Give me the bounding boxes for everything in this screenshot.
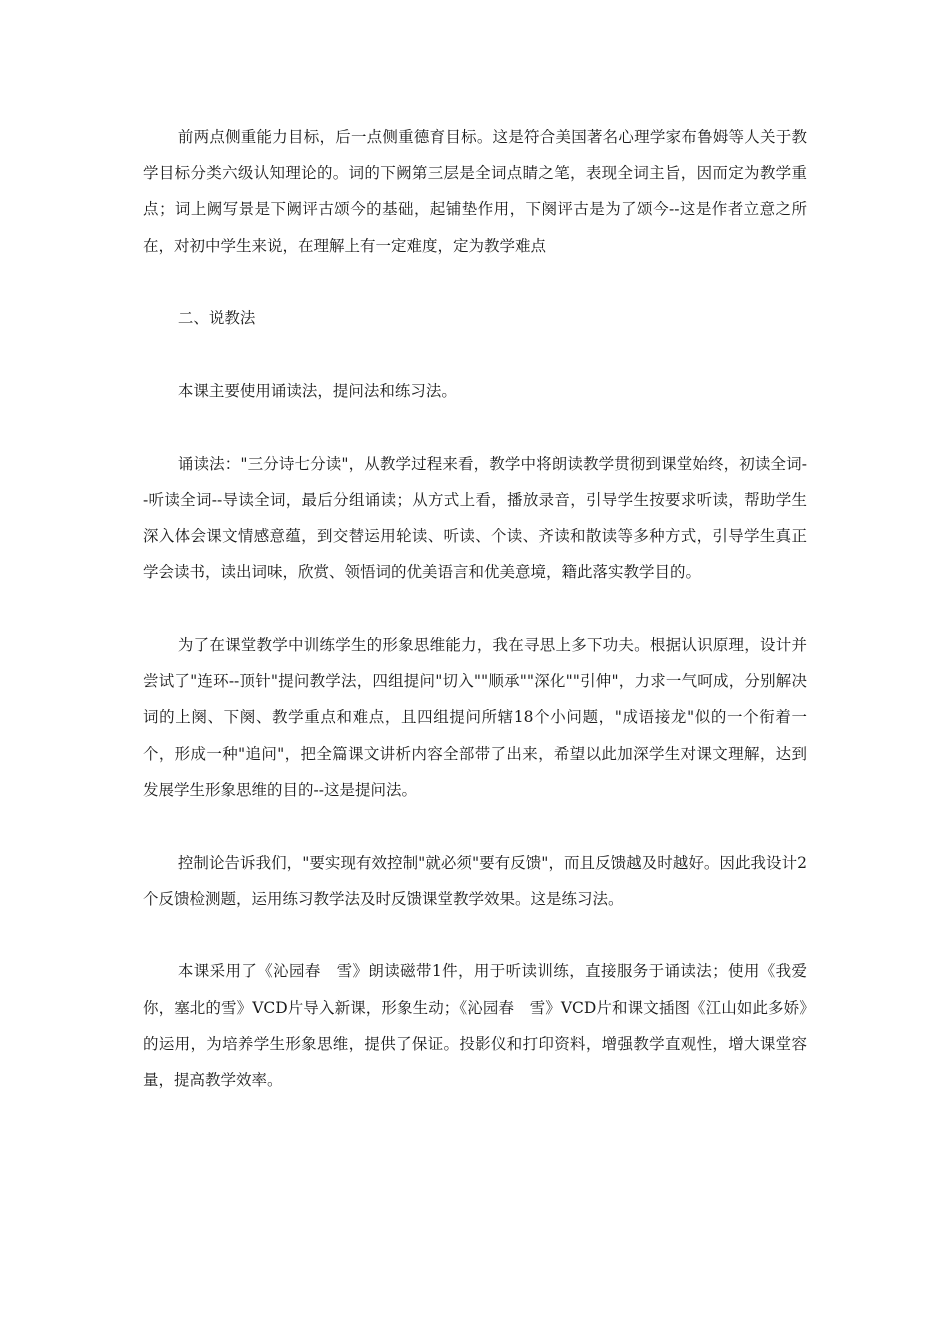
paragraph-recitation-method: 诵读法："三分诗七分读"，从教学过程来看，教学中将朗读教学贯彻到课堂始终，初读全词--听读全词--导读全词，最后分组诵读；从方式上看，播放录音，引导学生按要求听读，帮助学生深入体会课文情感意蕴，到交替运用轮读、听读、个读、齐读和散读等多种方式，引导学生真正学会读书，读出词味，欣赏、领悟词的优美语言和优美意境，籍此落实教学目的。 — [143, 454, 807, 582]
document-body — [143, 119, 807, 1135]
paragraph-questioning-method: 为了在课堂教学中训练学生的形象思维能力，我在寻思上多下功夫。根据认识原理，设计并尝试了"连环--顶针"提问教学法，四组提问"切入""顺承""深化""引伸"，力求一气呵成，分别解决词的上阕、下阕、教学重点和难点，且四组提问所辖18个小问题，"成语接龙"似的一个衔着一个，形成一种"追问"，把全篇课文讲析内容全部带了出来，希望以此加深学生对课文理解，达到发展学生形象思维的目的--这是提问法。 — [143, 636, 807, 799]
paragraph-teaching-aids: 本课采用了《沁园春 雪》朗读磁带1件，用于听读训练，直接服务于诵读法；使用《我爱你，塞北的雪》VCD片导入新课，形象生动；《沁园春 雪》VCD片和课文插图《江山如此多娇》的运用，为培养学生形象思维，提供了保证。投影仪和打印资料，增强教学直观性，增大课堂容量，提高教学效率。 — [143, 962, 807, 1090]
paragraph-methods-intro: 本课主要使用诵读法，提问法和练习法。 — [177, 382, 457, 401]
section-heading-teaching-methods: 二、说教法 — [177, 309, 256, 328]
paragraph-objectives: 前两点侧重能力目标，后一点侧重德育目标。这是符合美国著名心理学家布鲁姆等人关于教学目标分类六级认知理论的。词的下阙第三层是全词点睛之笔，表现全词主旨，因而定为教学重点；词上阙写景是下阙评古颂今的基础，起铺垫作用，下阕评古是为了颂今--这是作者立意之所在，对初中学生来说，在理解上有一定难度，定为教学难点 — [143, 128, 807, 255]
paragraph-practice-method: 控制论告诉我们，"要实现有效控制"就必须"要有反馈"，而且反馈越及时越好。因此我设计2个反馈检测题，运用练习教学法及时反馈课堂教学效果。这是练习法。 — [143, 853, 807, 908]
